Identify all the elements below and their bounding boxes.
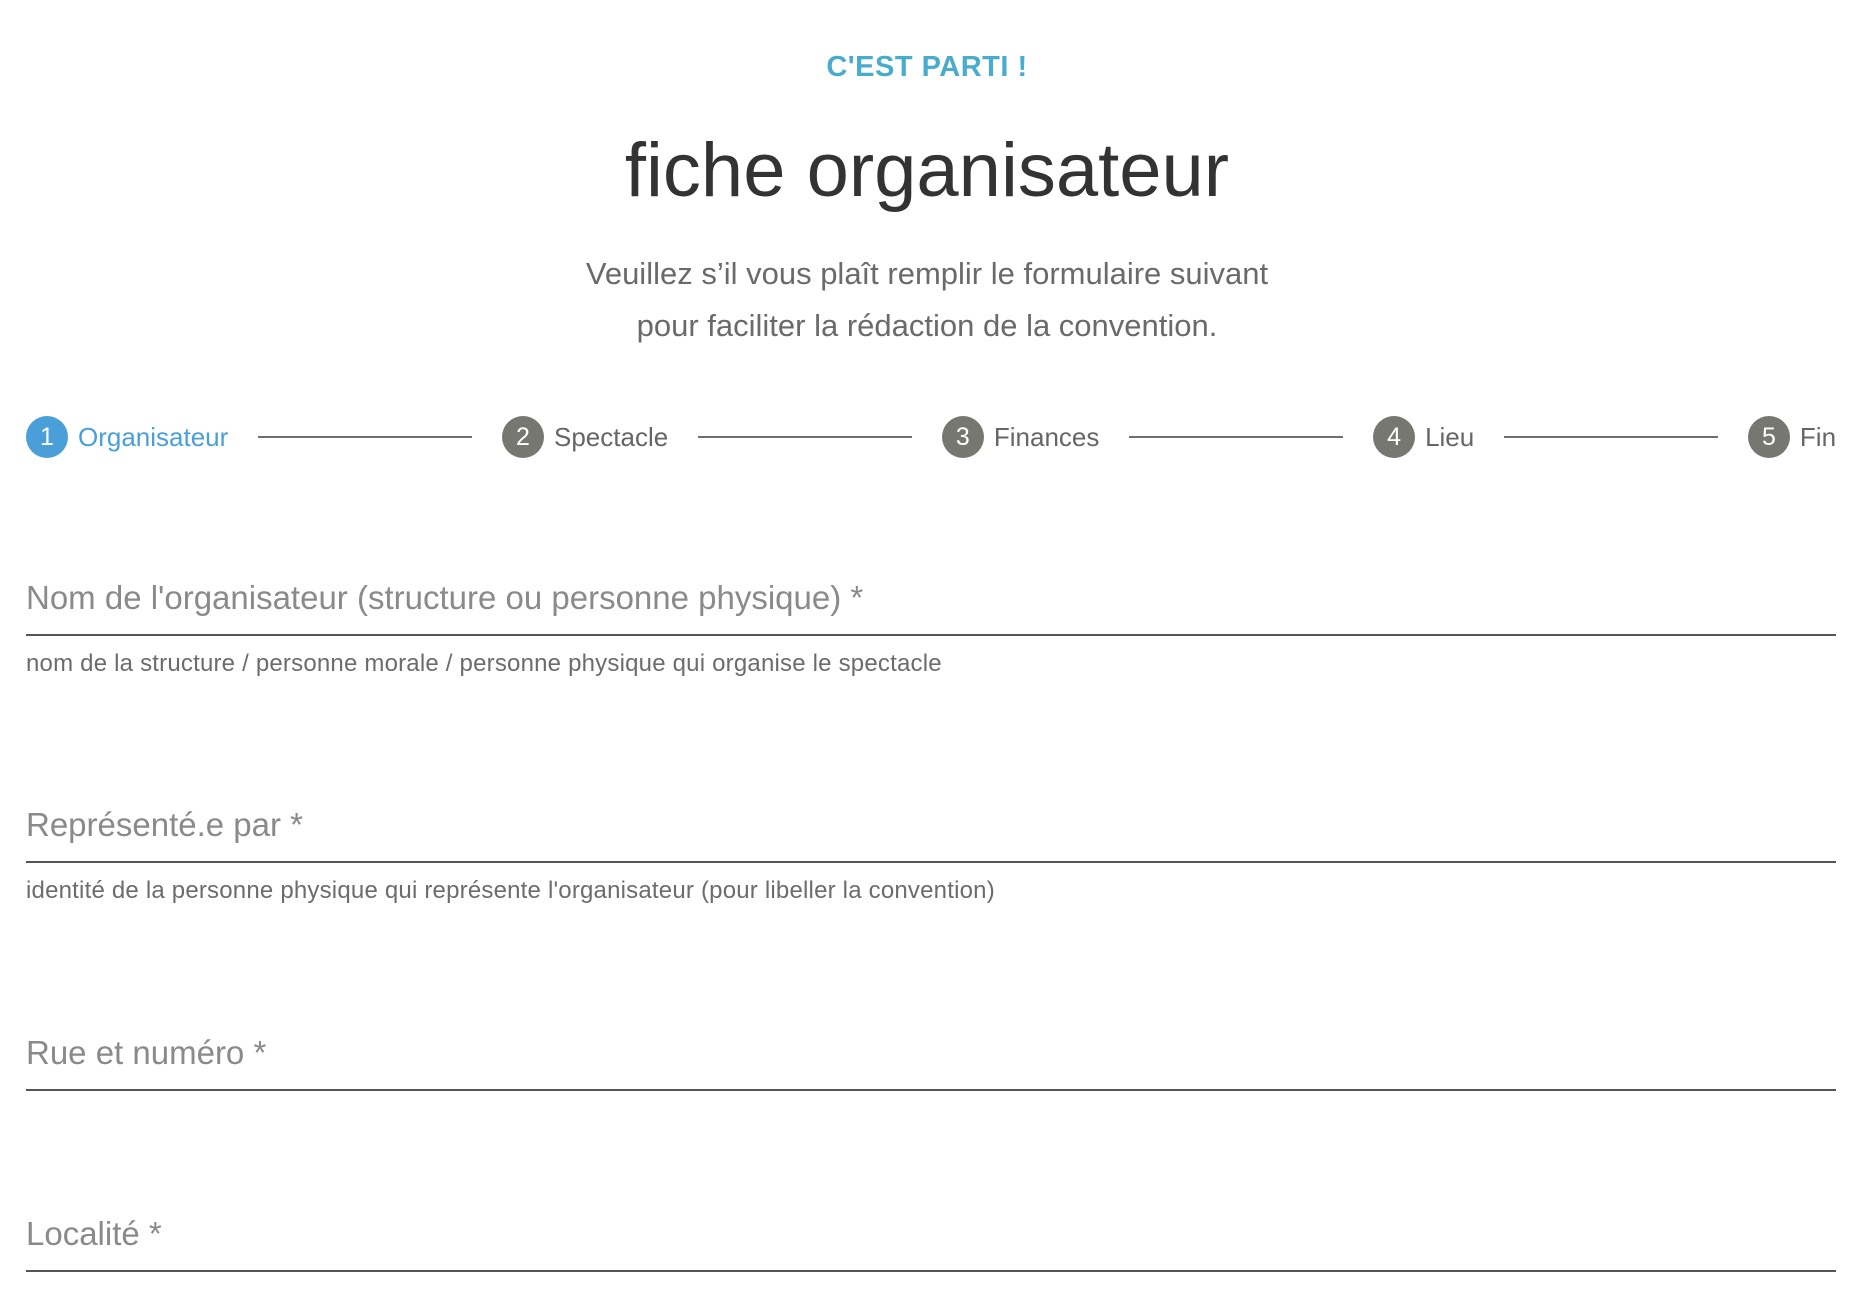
step-number-3: 3 — [942, 416, 984, 458]
kicker-text: C'EST PARTI ! — [826, 51, 1028, 83]
step-label-spectacle: Spectacle — [554, 421, 669, 452]
step-number-2: 2 — [502, 416, 544, 458]
step-connector — [258, 436, 472, 438]
organisateur-name-help: nom de la structure / personne morale / personne physique qui organise le spectacle — [26, 650, 942, 677]
step-number-1: 1 — [26, 416, 68, 458]
represente-par-group — [26, 805, 1836, 905]
represente-par-input[interactable]: Représenté.e par * — [26, 805, 1836, 863]
step-label-fin: Fin — [1799, 421, 1837, 452]
step-number-4: 4 — [1373, 416, 1415, 458]
rue-numero-input[interactable]: Rue et numéro * — [26, 1033, 1836, 1091]
step-label-finances: Finances — [993, 421, 1100, 452]
step-connector — [698, 436, 912, 438]
localite-group — [26, 1214, 1836, 1272]
step-connector — [1129, 436, 1343, 438]
step-connector — [1504, 436, 1718, 438]
page-subtitle — [477, 248, 1377, 352]
organisateur-name-input[interactable]: Nom de l'organisateur (structure ou personne physique) * — [26, 578, 1836, 636]
step-label-organisateur: Organisateur — [78, 421, 229, 452]
localite-input[interactable]: Localité * — [26, 1214, 1836, 1272]
step-finances[interactable] — [942, 416, 1100, 458]
progress-stepper — [26, 415, 1836, 459]
page-header — [0, 0, 1854, 352]
step-number-5: 5 — [1748, 416, 1790, 458]
step-fin[interactable] — [1748, 416, 1836, 458]
step-spectacle[interactable] — [502, 416, 668, 458]
step-organisateur[interactable] — [26, 416, 228, 458]
subtitle-line-2: pour faciliter la rédaction de la convention. — [636, 308, 1218, 343]
subtitle-line-1: Veuillez s’il vous plaît remplir le formulaire suivant — [585, 256, 1269, 291]
step-lieu[interactable] — [1373, 416, 1474, 458]
organisateur-name-group — [26, 578, 1836, 678]
page-title: fiche organisateur — [624, 128, 1230, 213]
step-label-lieu: Lieu — [1425, 421, 1475, 452]
rue-numero-group — [26, 1033, 1836, 1091]
represente-par-help: identité de la personne physique qui représente l'organisateur (pour libeller la convention) — [26, 877, 995, 904]
